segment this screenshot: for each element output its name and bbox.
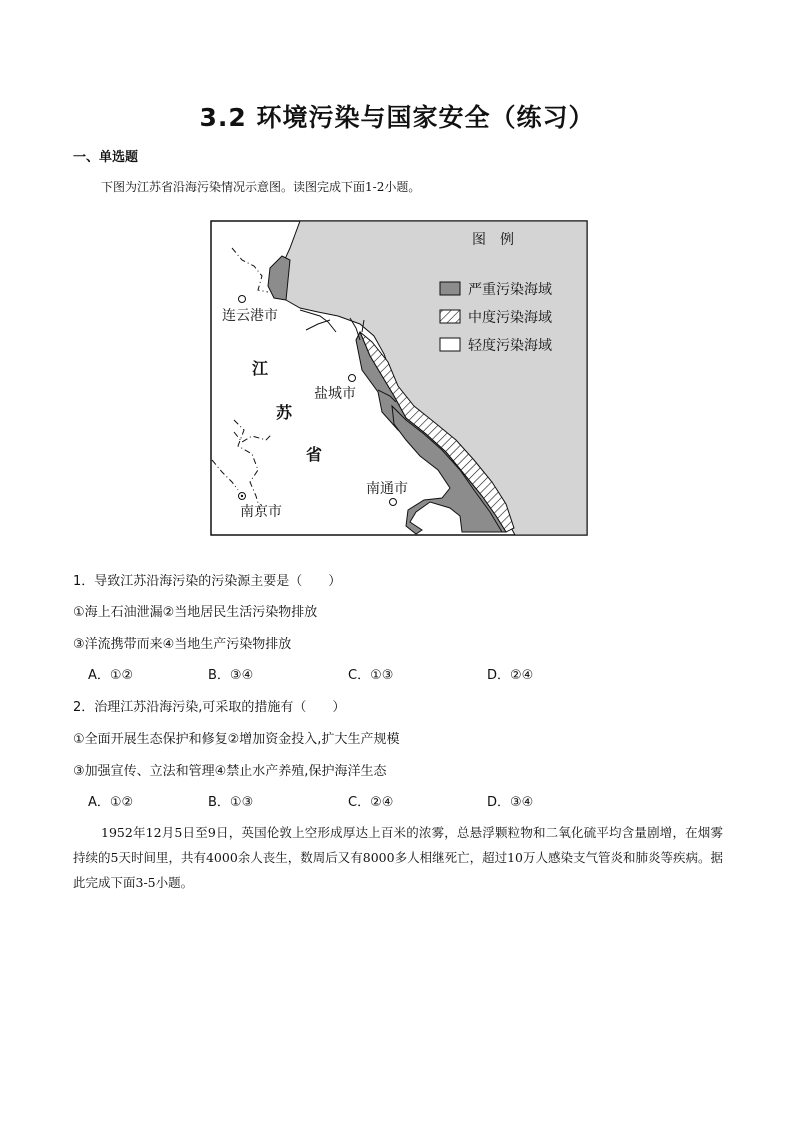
question-1-option-a[interactable]: A．①② — [88, 668, 134, 683]
question-2-line-1: ①全面开展生态保护和修复②增加资金投入,扩大生产规模 — [73, 732, 400, 747]
question-2-stem: 2．治理江苏沿海污染,可采取的措施有（ ） — [73, 700, 346, 715]
question-1-option-b[interactable]: B．③④ — [208, 668, 254, 683]
question-1-line-1: ①海上石油泄漏②当地居民生活污染物排放 — [73, 605, 318, 620]
city-label-lianyungang: 连云港市 — [222, 308, 278, 324]
city-marker-lianyungang — [239, 296, 246, 303]
question-2-option-a[interactable]: A．①② — [88, 795, 134, 810]
question-2-line-2: ③加强宣传、立法和管理④禁止水产养殖,保护海洋生态 — [73, 764, 387, 779]
legend-label-light: 轻度污染海域 — [468, 338, 552, 354]
province-char-1: 江 — [252, 359, 269, 378]
legend-label-severe: 严重污染海域 — [468, 282, 552, 298]
page-title: 3.2 环境污染与国家安全（练习） — [199, 103, 595, 132]
passage-text: 1952年12月5日至9日，英国伦敦上空形成厚达上百米的浓雾，总悬浮颗粒物和二氧化硫平均含量剧增，在烟雾持续的5天时间里，共有4000余人丧生，数周后又有8000多人相继死亡，超过10万人感染支气管炎和肺炎等疾病。据此完成下面3-5小题。 — [73, 825, 723, 890]
city-label-nanjing: 南京市 — [240, 504, 282, 520]
legend-swatch-moderate — [440, 310, 460, 323]
city-label-yancheng: 盐城市 — [314, 386, 356, 402]
question-1-option-d[interactable]: D．②④ — [487, 668, 534, 683]
pollution-map — [210, 220, 588, 536]
question-2-option-b[interactable]: B．①③ — [208, 795, 254, 810]
question-2-option-c[interactable]: C．②④ — [348, 795, 394, 810]
question-1-stem: 1．导致江苏沿海污染的污染源主要是（ ） — [73, 574, 342, 589]
section-heading: 一、单选题 — [73, 150, 139, 165]
city-label-nantong: 南通市 — [366, 481, 408, 497]
city-marker-yancheng — [349, 375, 356, 382]
legend-swatch-severe — [440, 282, 460, 295]
legend-swatch-light — [440, 338, 460, 351]
legend-label-moderate: 中度污染海域 — [468, 310, 552, 326]
question-1-option-c[interactable]: C．①③ — [348, 668, 394, 683]
province-char-3: 省 — [306, 445, 323, 464]
question-intro: 下图为江苏省沿海污染情况示意图。读图完成下面1-2小题。 — [101, 180, 421, 194]
province-char-2: 苏 — [276, 403, 293, 422]
question-2-option-d[interactable]: D．③④ — [487, 795, 534, 810]
city-marker-nantong — [390, 499, 397, 506]
question-1-line-2: ③洋流携带而来④当地生产污染物排放 — [73, 637, 292, 652]
legend-title: 图 例 — [472, 232, 514, 248]
